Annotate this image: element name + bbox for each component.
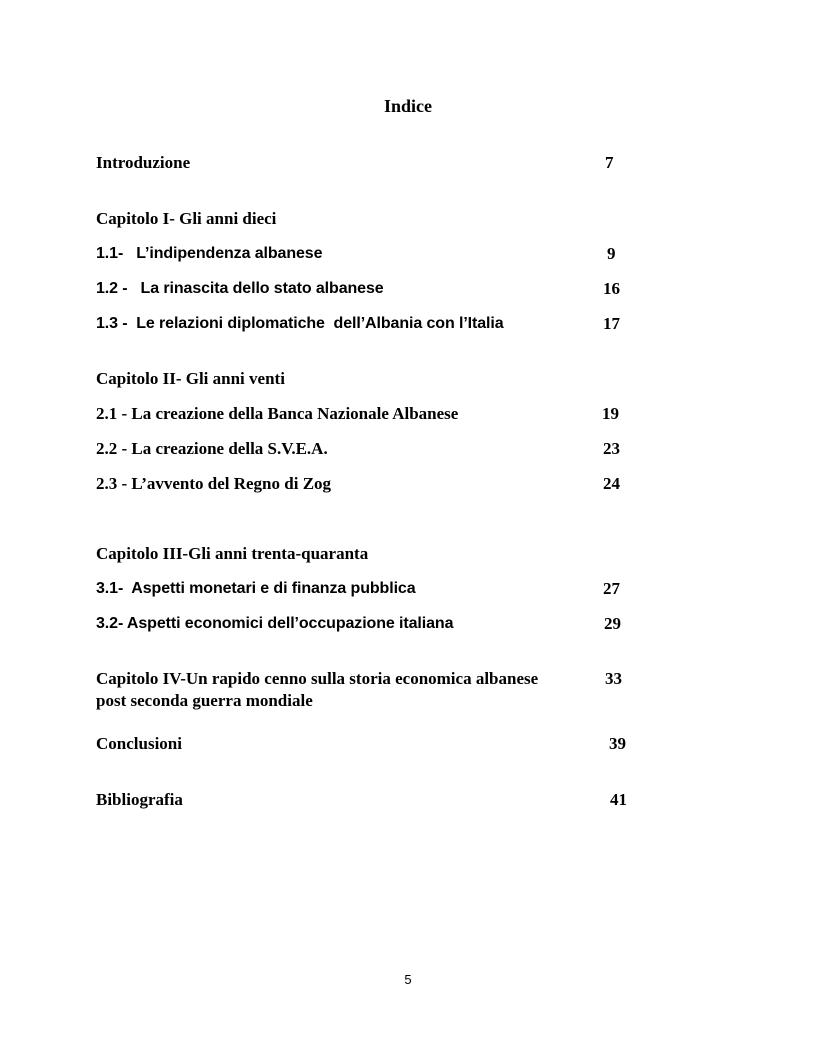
toc-page-1-2: 16 [603,279,620,298]
toc-entry-2-2: 2.2 - La creazione della S.V.E.A. [96,439,328,458]
toc-entry-introduzione: Introduzione [96,153,191,172]
toc-page-3-2: 29 [604,614,621,633]
toc-entry-conclusioni: Conclusioni [96,734,182,753]
toc-page-conclusioni: 39 [609,734,626,753]
toc-entry-3-1: 3.1- Aspetti monetari e di finanza pubblica [96,580,416,597]
toc-chapter-3: Capitolo III-Gli anni trenta-quaranta [96,544,369,563]
toc-entry-1-1: 1.1- L’indipendenza albanese [96,245,323,262]
toc-entry-2-1: 2.1 - La creazione della Banca Nazionale Albanese [96,404,459,423]
toc-chapter-2: Capitolo II- Gli anni venti [96,369,285,388]
page-title: Indice [383,96,432,116]
toc-page-2-1: 19 [602,404,619,423]
toc-page-chapter-4: 33 [605,669,622,688]
toc-page-1-3: 17 [603,314,620,333]
toc-chapter-4: Capitolo IV-Un rapido cenno sulla storia economica albanese [96,669,539,688]
toc-entry-3-2: 3.2- Aspetti economici dell’occupazione italiana [96,615,454,632]
toc-page-2-2: 23 [603,439,620,458]
toc-page-1-1: 9 [607,244,616,263]
toc-page-3-1: 27 [603,579,620,598]
toc-chapter-4-continued: post seconda guerra mondiale [96,691,313,710]
toc-entry-1-2: 1.2 - La rinascita dello stato albanese [96,280,384,297]
toc-chapter-1: Capitolo I- Gli anni dieci [96,209,277,228]
toc-entry-2-3: 2.3 - L’avvento del Regno di Zog [96,474,332,493]
toc-page-introduzione: 7 [605,153,614,172]
toc-entry-1-3: 1.3 - Le relazioni diplomatiche dell’Albania con l’Italia [96,315,504,332]
toc-page-2-3: 24 [603,474,620,493]
toc-page-bibliografia: 41 [610,790,627,809]
page-number-footer: 5 [404,972,412,987]
toc-entry-bibliografia: Bibliografia [96,790,183,809]
